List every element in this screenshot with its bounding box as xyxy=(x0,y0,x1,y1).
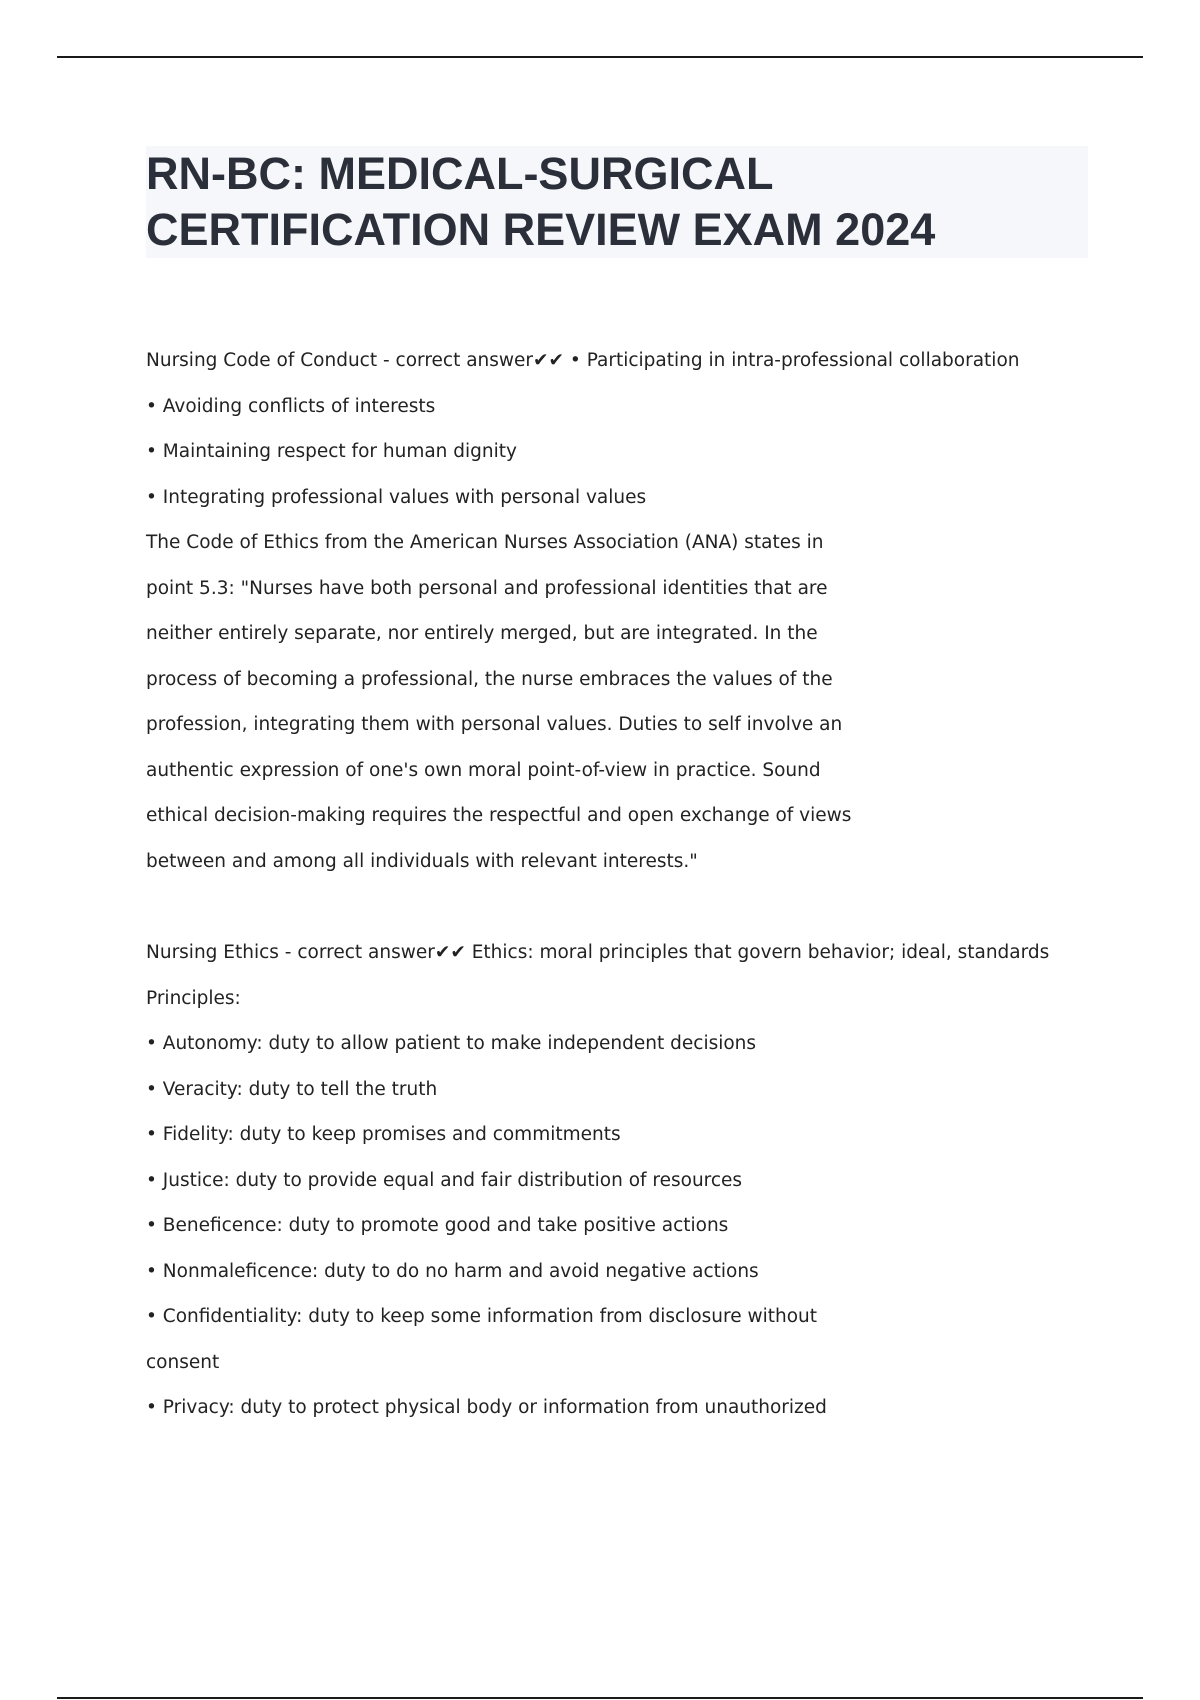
bullet-item: • Autonomy: duty to allow patient to make independent decisions xyxy=(146,1033,757,1054)
title-line-1: RN-BC: MEDICAL-SURGICAL xyxy=(146,148,774,199)
bullet-item: • Fidelity: duty to keep promises and commitments xyxy=(146,1124,621,1145)
bullet-item: • Nonmaleficence: duty to do no harm and avoid negative actions xyxy=(146,1260,759,1282)
text-line: authentic expression of one's own moral point-of-view in practice. Sound xyxy=(146,759,821,781)
section-nursing-ethics xyxy=(146,930,1086,1431)
text-line: The Code of Ethics from the American Nurses Association (ANA) states in xyxy=(146,532,824,553)
text-line: point 5.3: "Nurses have both personal and professional identities that are xyxy=(146,577,828,599)
text-line: Nursing Ethics - correct answer✔✔ Ethics: moral principles that govern behavior; ideal, standards xyxy=(146,942,1050,963)
bullet-item: • Privacy: duty to protect physical body or information from unauthorized xyxy=(146,1397,827,1418)
title-line-2: CERTIFICATION REVIEW EXAM 2024 xyxy=(146,204,936,255)
bullet-item: • Confidentiality: duty to keep some information from disclosure without xyxy=(146,1306,818,1327)
text-line: Nursing Code of Conduct - correct answer✔✔ • Participating in intra-professional collaboration xyxy=(146,350,1020,371)
bullet-item: • Maintaining respect for human dignity xyxy=(146,441,517,462)
text-line: neither entirely separate, nor entirely merged, but are integrated. In the xyxy=(146,623,818,644)
text-line: Principles: xyxy=(146,987,241,1009)
bullet-item: • Beneficence: duty to promote good and take positive actions xyxy=(146,1215,729,1236)
text-line: profession, integrating them with personal values. Duties to self involve an xyxy=(146,714,843,735)
document-title xyxy=(146,146,1086,258)
bullet-item: • Veracity: duty to tell the truth xyxy=(146,1078,438,1100)
footer-rule xyxy=(57,1697,1143,1699)
bullet-item: • Avoiding conflicts of interests xyxy=(146,395,436,417)
text-line: ethical decision-making requires the respectful and open exchange of views xyxy=(146,805,852,826)
bullet-item: • Integrating professional values with personal values xyxy=(146,486,647,508)
section-nursing-code-of-conduct xyxy=(146,338,1086,884)
header-rule xyxy=(57,56,1143,58)
text-line: process of becoming a professional, the nurse embraces the values of the xyxy=(146,668,833,690)
bullet-item: • Justice: duty to provide equal and fair distribution of resources xyxy=(146,1169,743,1191)
text-line: between and among all individuals with relevant interests." xyxy=(146,850,698,872)
text-line: consent xyxy=(146,1351,220,1373)
